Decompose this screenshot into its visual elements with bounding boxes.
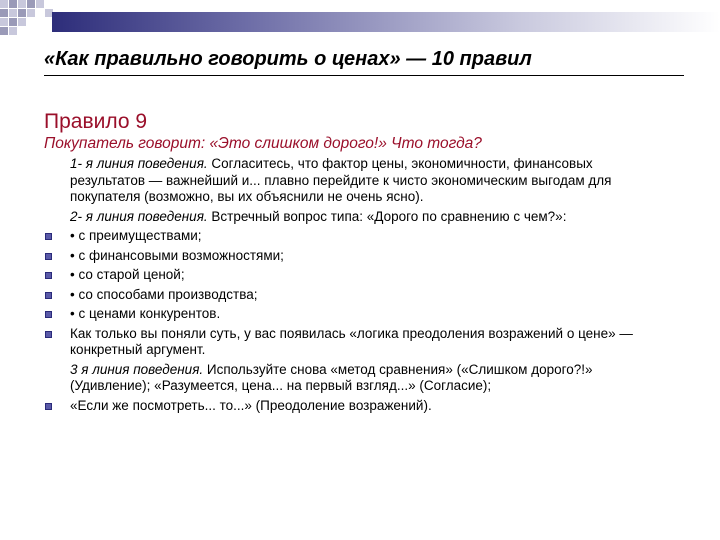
bullet-icon xyxy=(45,292,52,299)
rule-heading: Правило 9 xyxy=(44,110,148,133)
list-item xyxy=(0,228,720,245)
item-text: Используйте снова «метод сравнения» («Слишком дорого?!» (Удивление); «Разумеется, цена... на первый взгляд...» (Согласие); xyxy=(70,361,593,393)
bullet-icon xyxy=(45,311,52,318)
item-text: Как только вы поняли суть, у вас появилась «логика преодоления возражений о цене» — конкретный аргумент. xyxy=(70,325,633,357)
list-item xyxy=(0,306,720,323)
bullet-icon xyxy=(45,253,52,260)
item-text: Согласитесь, что фактор цены, экономичности, финансовых результатов — важнейший и... плавно перейдите к чисто экономическим выгодам для покупателя (возможно, вы их объяснили не очень ясно). xyxy=(70,156,612,204)
item-text: • с ценами конкурентов. xyxy=(70,306,221,321)
item-lead: 1- я линия поведения. xyxy=(70,156,208,171)
list-item xyxy=(0,156,720,206)
list-item xyxy=(0,362,720,395)
item-text: «Если же посмотреть... то...» (Преодоление возражений). xyxy=(70,397,432,413)
list-item xyxy=(0,398,720,415)
bullet-icon xyxy=(45,331,52,338)
header-gradient-bar xyxy=(52,12,720,32)
list-item xyxy=(0,287,720,304)
grid-decoration xyxy=(0,0,60,45)
list-item xyxy=(0,326,720,359)
list-item xyxy=(0,248,720,265)
bullet-icon xyxy=(45,403,52,410)
item-text: • с преимуществами; xyxy=(70,228,202,243)
bullet-icon xyxy=(45,233,52,240)
item-lead: 2- я линия поведения. xyxy=(70,208,208,224)
item-text: • с финансовыми возможностями; xyxy=(70,247,284,263)
subtitle: Покупатель говорит: «Это слишком дорого!» Что тогда? xyxy=(44,135,482,152)
item-text: Встречный вопрос типа: «Дорого по сравнению с чем?»: xyxy=(207,208,567,224)
item-text: • со старой ценой; xyxy=(70,267,185,282)
item-lead: 3 я линия поведения. xyxy=(70,361,204,377)
bullet-icon xyxy=(45,272,52,279)
content-list xyxy=(0,156,720,417)
slide-title: «Как правильно говорить о ценах» — 10 правил xyxy=(44,47,684,76)
list-item xyxy=(0,209,720,226)
list-item xyxy=(0,267,720,284)
item-text: • со способами производства; xyxy=(70,286,258,302)
